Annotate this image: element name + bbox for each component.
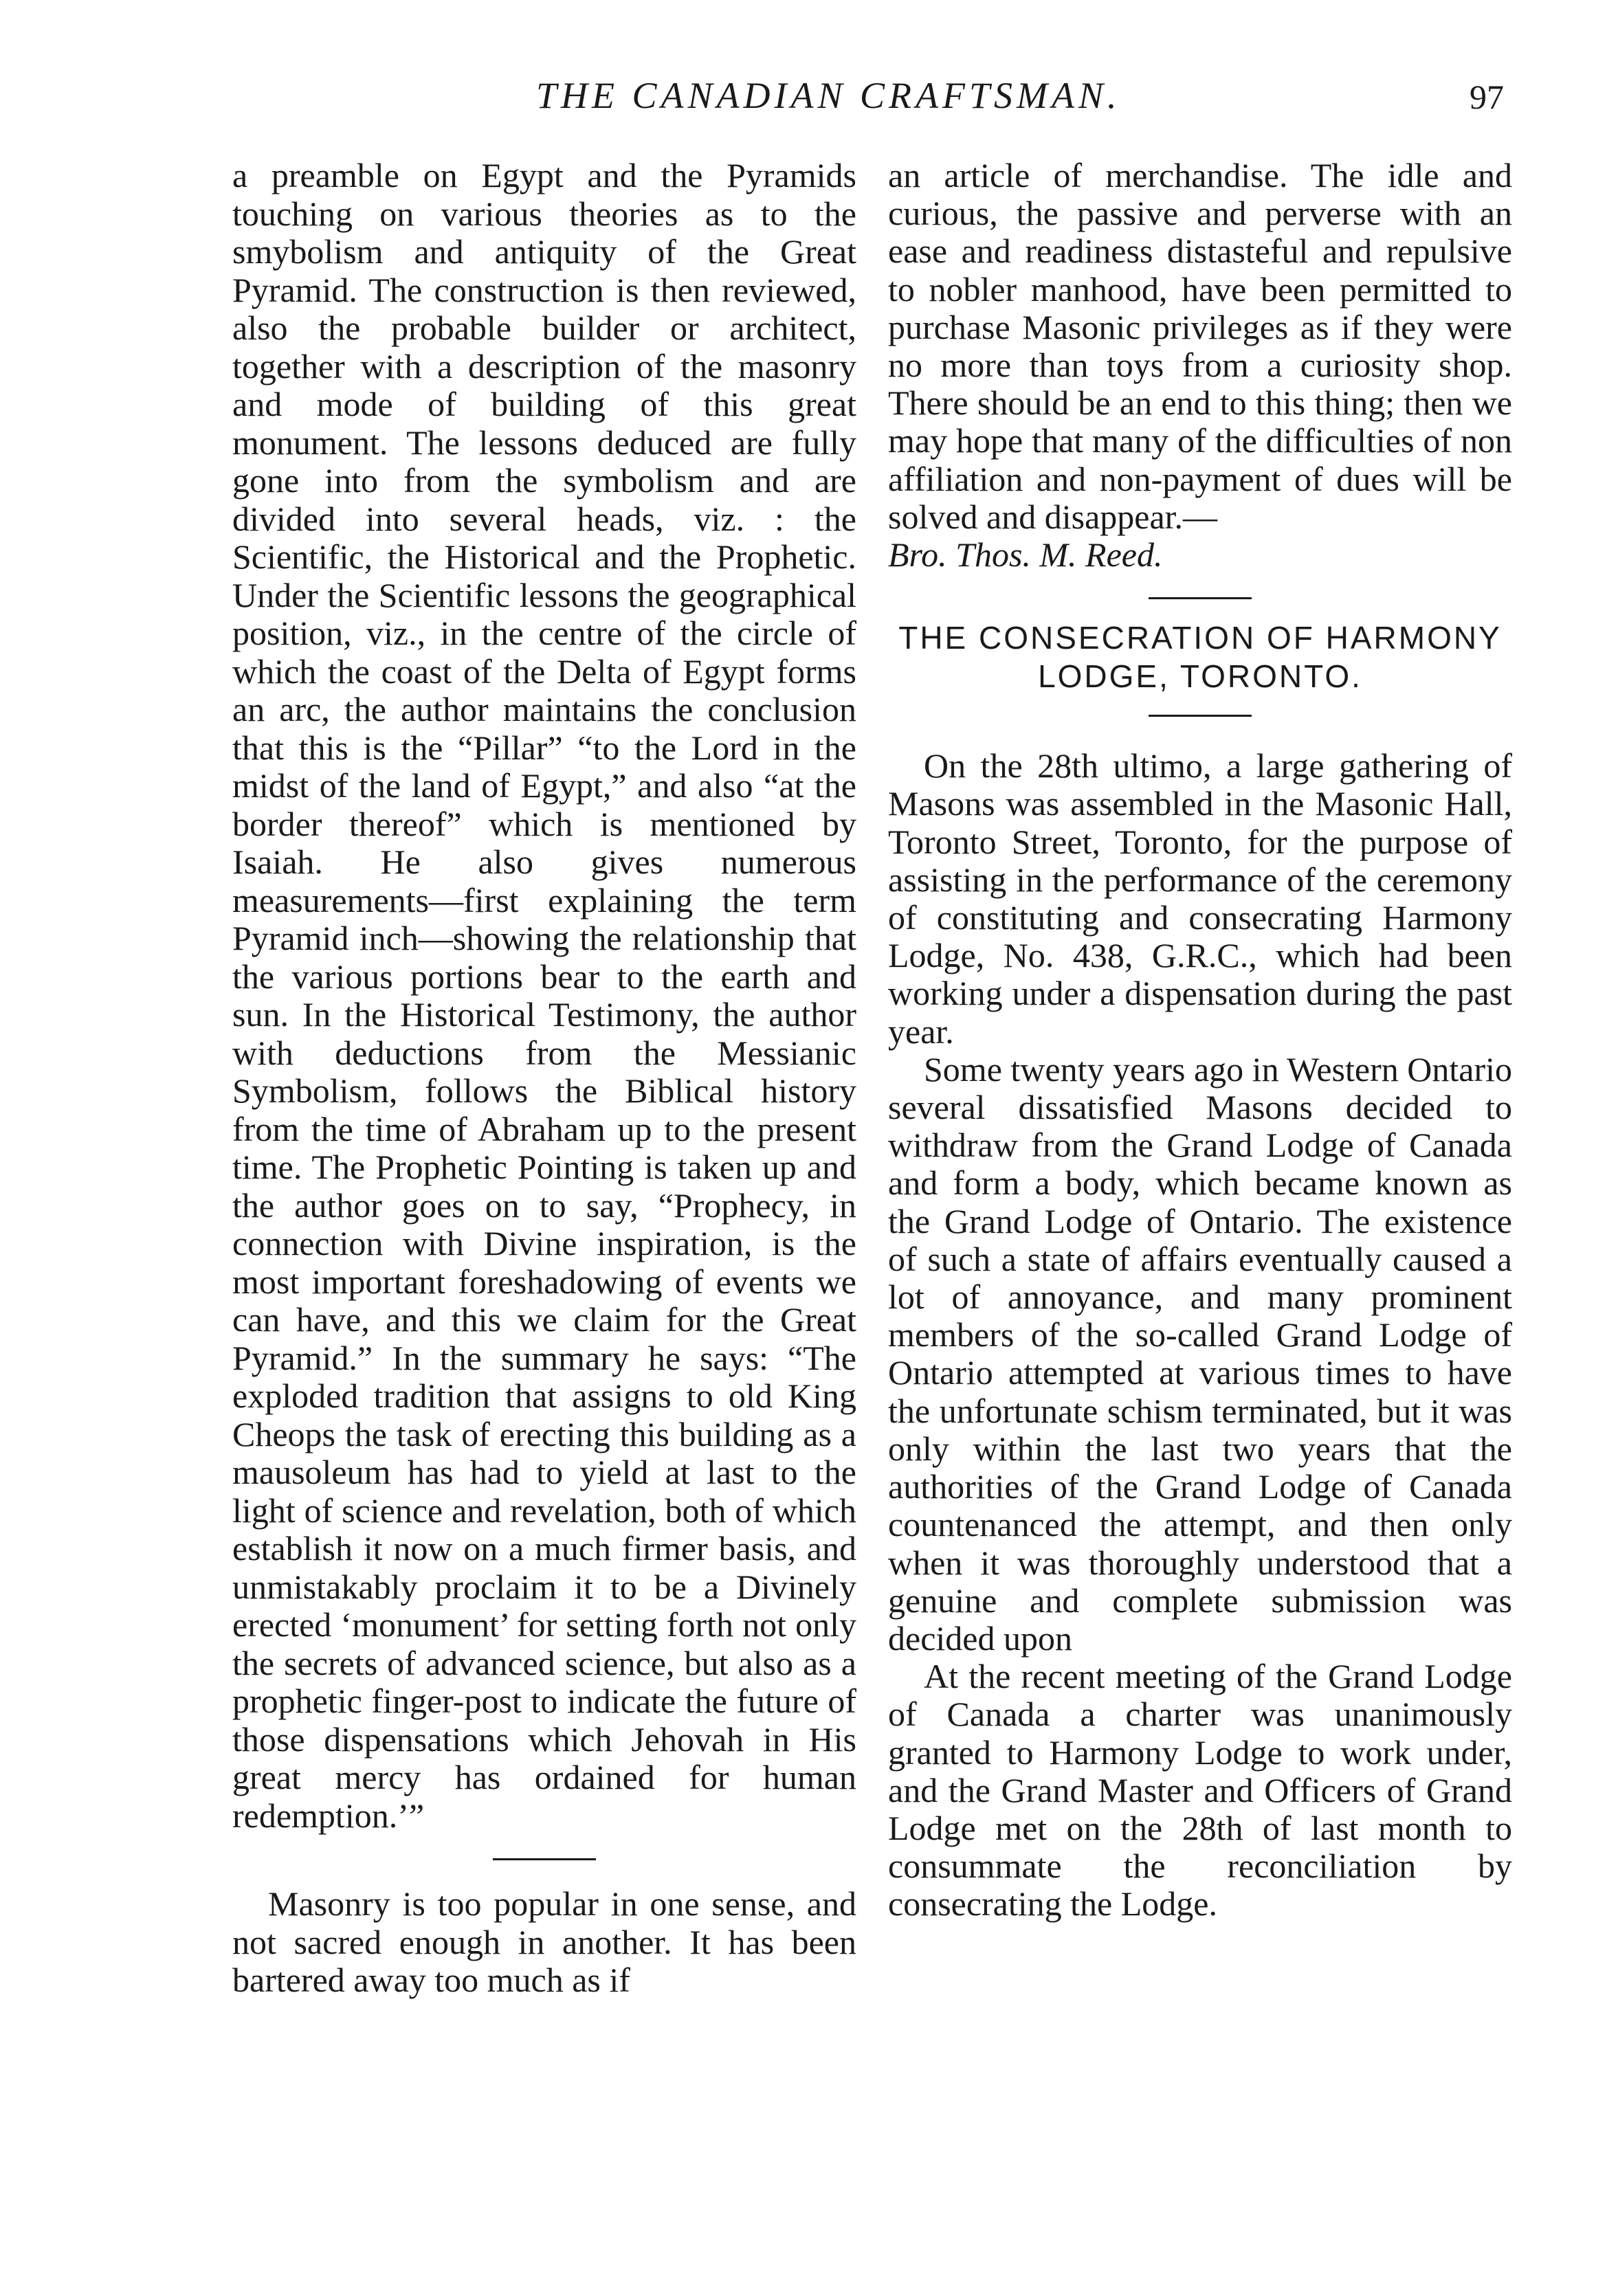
left-column (232, 157, 856, 2000)
author-signature: Bro. Thos. M. Reed. (888, 535, 1163, 575)
masonry-paragraph-end (888, 157, 1512, 574)
masonry-paragraph-start: Masonry is too popular in one sense, and not sacred enough in another. It has been bartered away too much as if (232, 1884, 856, 1999)
article-paragraph: On the 28th ultimo, a large gathering of Masons was assembled in the Masonic Hall, Toronto Street, Toronto, for the purpose of assisting in the performance of the ceremony of constituting and consecrating Harmony Lodge, No. 438, G.R.C., which had been working under a dispensation during the past year. (888, 746, 1512, 1051)
review-paragraph: a preamble on Egypt and the Pyramids touching on various theories as to the smybolism and antiquity of the Great Pyramid. The construction is then reviewed, also the probable builder or architect, together with a description of the masonry and mode of building of this great monument. The lessons deduced are fully gone into from the symbolism and are divided into several heads, viz. : the Scientific, the Historical and the Prophetic. Under the Scientific lessons the geographical position, viz., in the centre of the circle of which the coast of the Delta of Egypt forms an arc, the author maintains the conclusion that this is the “Pillar” “to the Lord in the midst of the land of Egypt,” and also “at the border thereof” which is mentioned by Isaiah. He also gives numerous measurements—first explaining the term Pyramid inch—showing the relationship that the various portions bear to the earth and sun. In the Historical Testimony, the author with deductions from the Messianic Symbolism, follows the Biblical history from the time of Abraham up to the present time. The Prophetic Pointing is taken up and the author goes on to say, “Prophecy, in connection with Divine inspiration, is the most important foreshadowing of events we can have, and this we claim for the Great Pyramid.” In the summary he says: “The exploded tradition that assigns to old King Cheops the task of erecting this building as a mausoleum has had to yield at last to the light of science and revelation, both of which establish it now on a much firmer basis, and unmistakably proclaim it to be a Divinely erected ‘monument’ for setting forth not only the secrets of advanced science, but also as a prophetic finger-post to indicate the future of those dispensations which Jehovah in His great mercy has ordained for human redemption.’” (232, 156, 856, 1835)
article-paragraph: At the recent meeting of the Grand Lodge of Canada a charter was unanimously granted to Harmony Lodge to work under, and the Grand Master and Officers of Grand Lodge met on the 28th of last month to consummate the reconciliation by consecrating the Lodge. (888, 1657, 1512, 1924)
page-number: 97 (1470, 78, 1504, 116)
section-divider (1149, 715, 1252, 717)
masonry-paragraph-text: an article of merchandise. The idle and curious, the passive and perverse with an ease and readiness distasteful and repulsive to nobler manhood, have been permitted to purchase Masonic privileges as if they were no more than toys from a curiosity shop. There should be an end to this thing; then we may hope that many of the difficulties of non affiliation and non-payment of dues will be solved and disappear.— (888, 156, 1512, 536)
section-divider (493, 1858, 596, 1860)
right-column (888, 157, 1512, 1924)
section-divider (1149, 597, 1252, 599)
page-header (0, 0, 1618, 137)
article-paragraph: Some twenty years ago in Western Ontario several dissatisfied Masons decided to withdraw from the Grand Lodge of Canada and form a body, which became known as the Grand Lodge of Ontario. The existence of such a state of affairs eventually caused a lot of annoyance, and many prominent members of the so-called Grand Lodge of Ontario attempted at various times to have the unfortunate schism terminated, but it was only within the last two years that the authorities of the Grand Lodge of Canada countenanced the attempt, and then only when it was thoroughly understood that a genuine and complete submission was decided upon (888, 1049, 1512, 1658)
running-title: THE CANADIAN CRAFTSMAN. (536, 75, 1121, 116)
section-title: THE CONSECRATION OF HARMONY LODGE, TORONTO. (898, 620, 1502, 695)
